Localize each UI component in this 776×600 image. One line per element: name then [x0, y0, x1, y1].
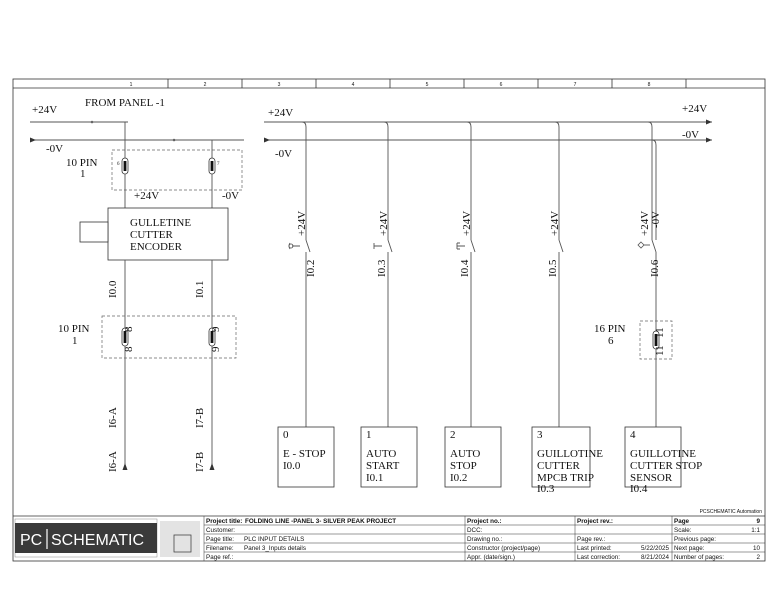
encoder-label-line2: CUTTER	[130, 229, 173, 241]
right-rail-24v-label-a: +24V	[268, 107, 294, 119]
left-rail-0v-arrow	[30, 138, 36, 143]
project-no-label: Project no.:	[467, 518, 502, 525]
page-ref-label: Page ref.:	[206, 554, 234, 561]
column-number-7: 7	[573, 82, 577, 88]
column-number-6: 6	[499, 82, 503, 88]
scale: 1:1	[751, 527, 760, 534]
scale-label: Scale:	[674, 527, 692, 534]
pin-number-bottom: 8	[123, 346, 135, 352]
last-correction-label: Last correction:	[577, 554, 621, 561]
input-2-address: I0.4	[459, 259, 471, 277]
page-title-label: Page title:	[206, 536, 235, 543]
plc-input-2-line3: I0.2	[450, 472, 468, 484]
input-1-supply: +24V	[378, 210, 390, 236]
customer-label: Customer:	[206, 527, 236, 534]
pin-number: 6	[117, 162, 120, 167]
pin-number-bottom: 11	[654, 345, 666, 356]
terminal-arrow-icon	[210, 463, 215, 470]
number-of-pages: 2	[756, 554, 760, 561]
plc-input-3-line1: GUILLOTINE	[537, 448, 603, 460]
encoder-output-b-label: I0.1	[194, 280, 206, 298]
column-number-2: 2	[203, 82, 207, 88]
from-panel-label: FROM PANEL -1	[85, 97, 165, 109]
last-printed: 5/22/2025	[640, 545, 669, 552]
input-4-supply: +24V	[639, 210, 651, 236]
pin-number-top: 11	[654, 327, 666, 338]
pin-number-bottom: 9	[210, 346, 222, 352]
page-label: Page	[674, 518, 690, 525]
plc-input-0-index: 0	[283, 429, 289, 441]
connector-right-num: 6	[608, 335, 614, 347]
previous-page-label: Previous page:	[674, 536, 717, 543]
input-2-supply: +24V	[461, 210, 473, 236]
number-of-pages-label: Number of pages:	[674, 554, 725, 561]
pin-number-top: 8	[123, 326, 135, 332]
plc-input-1-index: 1	[366, 429, 372, 441]
dcc-label: DCC:	[467, 527, 483, 534]
connector-mid-title: 10 PIN	[58, 323, 90, 335]
plc-input-4-line3: SENSOR	[630, 472, 673, 484]
right-rail-24v-label-b: +24V	[682, 103, 708, 115]
appr-label: Appr. (date/sign.)	[467, 554, 515, 561]
plc-input-0-line1: E - STOP	[283, 448, 326, 460]
terminal-arrow-icon	[123, 463, 128, 470]
project-title-label: Project title:	[206, 518, 243, 525]
input-1-address: I0.3	[376, 259, 388, 277]
plc-input-3-line3: MPCB TRIP	[537, 472, 594, 484]
encoder-output-a-label: I0.0	[107, 280, 119, 298]
logo-square	[160, 521, 200, 557]
filename-label: Filename:	[206, 545, 234, 552]
plc-input-3-line4: I0.3	[537, 483, 555, 495]
plc-input-4-line2: CUTTER STOP	[630, 460, 703, 472]
connector-top-title: 10 PIN	[66, 157, 98, 169]
left-rail-24v-label: +24V	[32, 104, 58, 116]
rail-taps	[302, 122, 656, 145]
drawing-no-label: Drawing no.:	[467, 536, 503, 543]
plc-input-4-line1: GUILLOTINE	[630, 448, 696, 460]
plc-input-4-line4: I0.4	[630, 483, 648, 495]
column-number-4: 4	[351, 82, 355, 88]
connector-mid-num: 1	[72, 335, 78, 347]
connector-pin-core	[124, 161, 127, 171]
wire-label-i6a: I6-A	[107, 407, 119, 428]
right-rail-0v-label-a: -0V	[275, 148, 293, 160]
plc-input-4-index: 4	[630, 429, 636, 441]
input-0-address: I0.2	[305, 259, 317, 277]
right-rail-0v-arrow-left	[264, 138, 270, 143]
plc-input-2-line1: AUTO	[450, 448, 481, 460]
filename: Panel 3_Inputs details	[244, 545, 306, 552]
pin-number-top: 9	[210, 326, 222, 332]
encoder-shaft	[80, 222, 108, 242]
project-title: FOLDING LINE -PANEL 3- SILVER PEAK PROJECT	[245, 518, 397, 525]
plc-input-3-index: 3	[537, 429, 543, 441]
connector-top-box	[112, 150, 242, 190]
page-rev-label: Page rev.:	[577, 536, 606, 543]
right-rail-0v-label-b: -0V	[682, 129, 700, 141]
project-rev-label: Project rev.:	[577, 518, 613, 525]
input-4-supply-0v: -0V	[650, 210, 662, 228]
logo-pc: PC	[20, 532, 43, 549]
connector-top-num: 1	[80, 168, 86, 180]
column-number-8: 8	[647, 82, 651, 88]
input-0-supply: +24V	[296, 210, 308, 236]
constructor-label: Constructor (project/page)	[467, 545, 541, 552]
rail-node	[91, 121, 94, 124]
plc-input-0-line2: I0.0	[283, 460, 301, 472]
logo-schematic: SCHEMATIC	[51, 532, 145, 549]
terminal-label-i7b: I7-B	[194, 451, 206, 472]
connector-pin-core	[211, 161, 214, 171]
plc-input-2-index: 2	[450, 429, 456, 441]
last-correction: 8/21/2024	[640, 554, 669, 561]
next-page: 10	[752, 545, 760, 552]
right-rail-24v-arrow	[706, 120, 712, 125]
page-title: PLC INPUT DETAILS	[244, 536, 305, 543]
company-name: PCSCHEMATIC Automation	[699, 509, 762, 515]
wire-label-i7b: I7-B	[194, 407, 206, 428]
right-rail-0v-arrow-right	[706, 138, 712, 143]
last-printed-label: Last printed:	[577, 545, 612, 552]
pin-number: 7	[217, 162, 220, 167]
input-4-address: I0.6	[649, 259, 661, 277]
encoder-supply-0v: -0V	[222, 190, 240, 202]
next-page-label: Next page:	[674, 545, 705, 552]
column-number-1: 1	[129, 82, 133, 88]
input-3-address: I0.5	[547, 259, 559, 277]
plc-input-1-line2: START	[366, 460, 400, 472]
plc-input-3-line2: CUTTER	[537, 460, 580, 472]
terminal-label-i6a: I6-A	[107, 451, 119, 472]
column-number-3: 3	[277, 82, 281, 88]
plc-input-1-line1: AUTO	[366, 448, 397, 460]
encoder-label-line1: GULLETINE	[130, 217, 192, 229]
left-rail-0v-label: -0V	[46, 143, 64, 155]
page-number: 9	[756, 518, 760, 525]
column-number-5: 5	[425, 82, 429, 88]
encoder-supply-24v: +24V	[134, 190, 160, 202]
plc-input-2-line2: STOP	[450, 460, 477, 472]
input-3-supply: +24V	[549, 210, 561, 236]
input-channel-3	[559, 127, 563, 427]
encoder-label-line3: ENCODER	[130, 241, 182, 253]
plc-input-1-line3: I0.1	[366, 472, 384, 484]
connector-right-title: 16 PIN	[594, 323, 626, 335]
